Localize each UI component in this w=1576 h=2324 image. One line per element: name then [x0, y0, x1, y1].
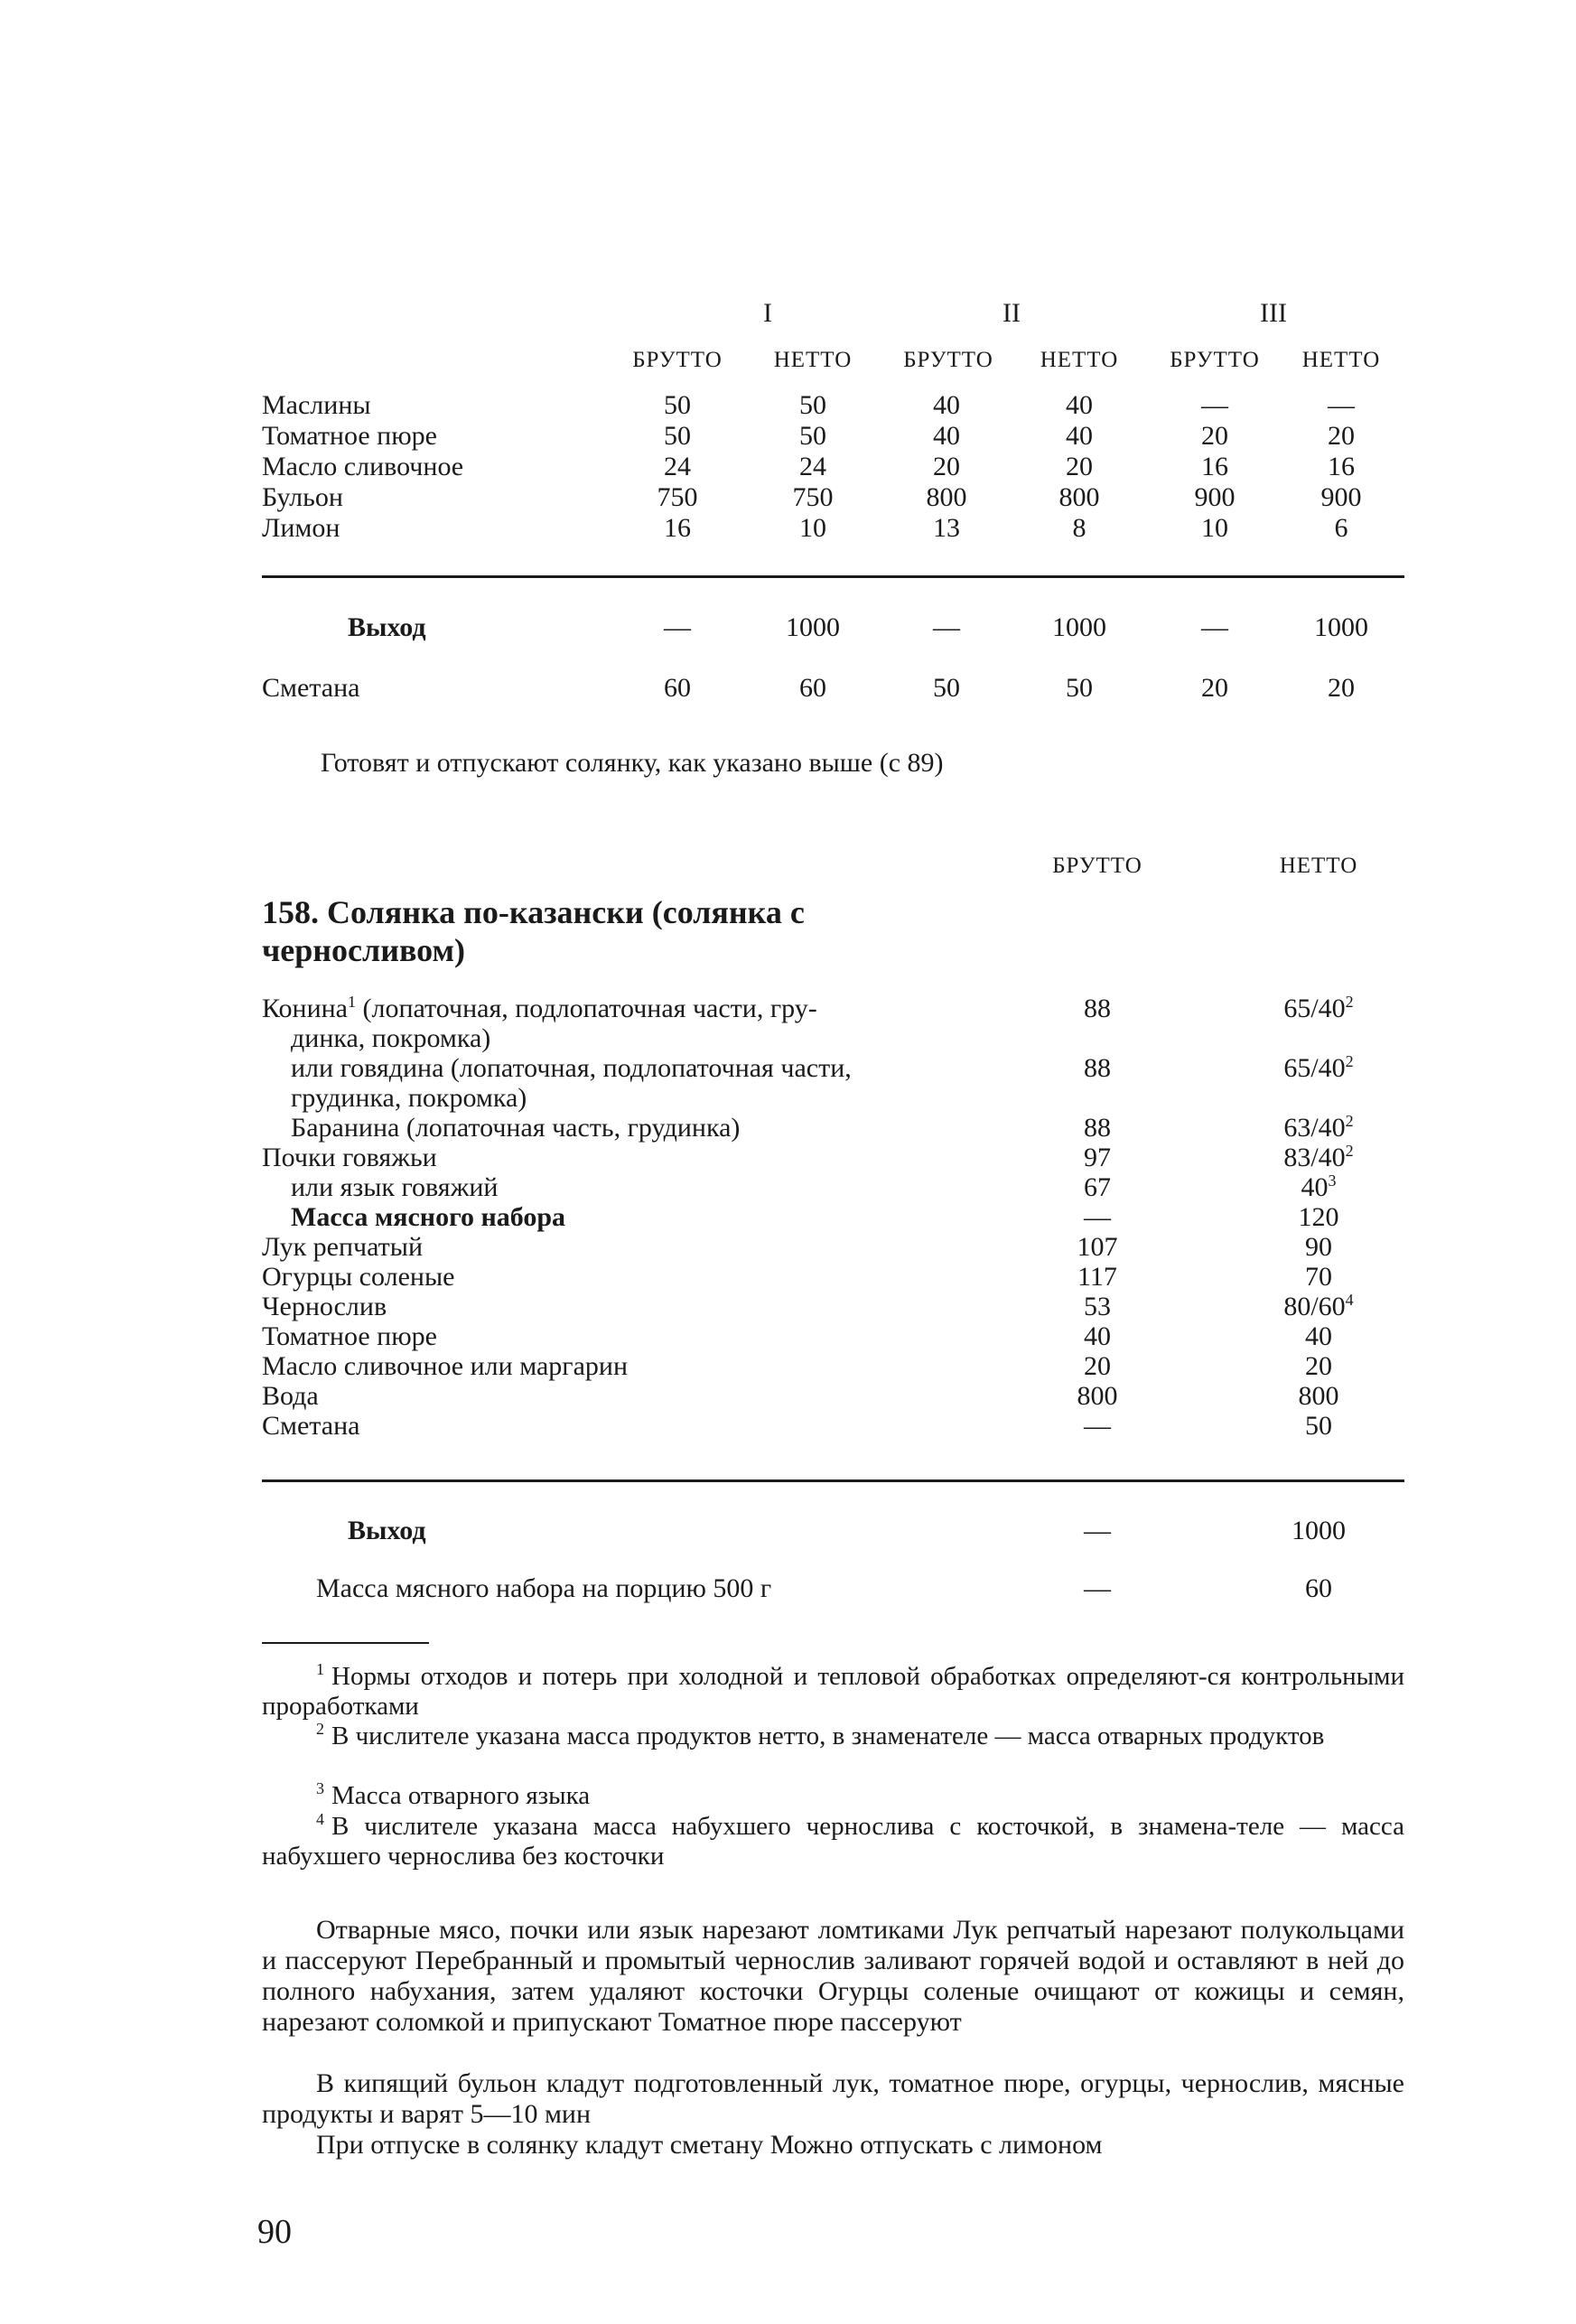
brutto-cell: 117: [1077, 1262, 1117, 1292]
output-cell: 1000: [1314, 612, 1368, 642]
output-cell: —: [1201, 612, 1228, 642]
ingredient-text-cont: грудинка, покромка): [291, 1083, 527, 1113]
col-header: НЕТТО: [773, 348, 853, 372]
brutto-cell: 88: [1084, 1113, 1111, 1143]
footnote-mark: 1: [348, 993, 356, 1011]
recipe-output-netto: 1000: [1292, 1516, 1346, 1545]
ingredient-text: (лопаточная, подлопаточная части, гру-: [356, 994, 817, 1023]
ingredient-name: [262, 1232, 423, 1263]
sour-cream-label: Сметана: [262, 673, 360, 703]
netto-cell: [1255, 1172, 1382, 1203]
output-cell: —: [933, 612, 960, 642]
netto-cell: [1255, 1321, 1382, 1352]
table-cell: 20: [1328, 421, 1355, 451]
netto-value: 50: [1305, 1411, 1332, 1441]
footnote-separator: [262, 1642, 429, 1644]
table-cell: 750: [657, 482, 698, 512]
footnote-mark: 2: [1345, 1112, 1354, 1130]
table-cell: 20: [1201, 421, 1228, 451]
netto-value: 83/40: [1283, 1143, 1346, 1172]
table-rule: [262, 575, 1404, 578]
netto-cell: [1255, 994, 1382, 1024]
meat-portion-netto: 60: [1305, 1573, 1332, 1603]
group-header-1: I: [763, 298, 772, 328]
footnote-text: В числителе указана масса набухшего чернослива с косточкой, в знамена-теле — масса набухшего чернослива без косточки: [262, 1812, 1404, 1871]
meat-portion-brutto: —: [1084, 1573, 1111, 1603]
netto-cell: [1255, 1113, 1382, 1143]
ingredient-text: Конина: [262, 994, 348, 1023]
netto-value: 63/40: [1283, 1113, 1346, 1143]
ingredient-name: [262, 1143, 437, 1173]
col-header: НЕТТО: [1301, 348, 1381, 372]
ingredient-text: Огурцы соленые: [262, 1262, 455, 1292]
brutto-cell: 88: [1084, 1053, 1111, 1083]
netto-cell: [1255, 1351, 1382, 1382]
brutto-cell: 67: [1084, 1172, 1111, 1202]
ingredient-name: [262, 1381, 319, 1412]
sour-cream-cell: 60: [664, 673, 691, 703]
ingredient-text: Почки говяжьи: [262, 1143, 437, 1172]
table-cell: 8: [1072, 513, 1086, 543]
netto-value: 40: [1301, 1172, 1329, 1202]
recipe-output-label: Выход: [348, 1516, 426, 1545]
footnote: [262, 1781, 1404, 1811]
brutto-cell: —: [1084, 1202, 1111, 1232]
page-number: 90: [257, 2213, 292, 2251]
paragraph: При отпуске в солянку кладут сметану Можно отпускать с лимоном: [316, 2130, 1103, 2160]
sour-cream-cell: 60: [799, 673, 826, 703]
col-header: БРУТТО: [1170, 348, 1260, 372]
table-cell: 50: [664, 421, 691, 451]
netto-cell: [1255, 1053, 1382, 1084]
ingredient-text: Сметана: [262, 1411, 360, 1441]
table-cell: 16: [1201, 452, 1228, 481]
ingredient-name: [262, 1411, 359, 1442]
table-cell: 10: [1201, 513, 1228, 543]
sour-cream-cell: 20: [1201, 673, 1228, 703]
table-cell: 13: [933, 513, 960, 543]
brutto-cell: 107: [1077, 1232, 1118, 1262]
paragraph: Отварные мясо, почки или язык нарезают ломтиками Лук репчатый нарезают полукольцами и пассеруют Перебранный и промытый чернослив заливают горячей водой и оставляют в ней до полного набухания, затем удаляют косточки Огурцы соленые очищают от кожицы и семян, нарезают соломкой и припускают Томатное пюре пассеруют: [262, 1915, 1404, 2037]
ingredient-text: Лук репчатый: [262, 1232, 423, 1262]
paragraph: В кипящий бульон кладут подготовленный лук, томатное пюре, огурцы, чернослив, мясные продукты и варят 5—10 мин: [262, 2068, 1404, 2129]
ingredient-text: или язык говяжий: [291, 1172, 499, 1202]
table-cell: 6: [1334, 513, 1348, 543]
recipe-title-line2: черносливом): [262, 932, 465, 968]
table-rule: [262, 1479, 1404, 1482]
ingredient-name: [262, 1351, 628, 1382]
table-cell: 50: [799, 390, 826, 420]
table-row-label: Лимон: [262, 513, 340, 543]
brutto-cell: 97: [1084, 1143, 1111, 1172]
netto-cell: [1255, 1411, 1382, 1442]
brutto-cell: 20: [1084, 1351, 1111, 1381]
ingredient-name: [291, 1202, 565, 1233]
footnote: [262, 1662, 1404, 1722]
netto-value: 80/60: [1283, 1292, 1346, 1321]
col-header: БРУТТО: [632, 348, 723, 372]
table-cell: 900: [1320, 482, 1362, 512]
footnote-mark: 2: [316, 1720, 324, 1739]
table-cell: 20: [1066, 452, 1093, 481]
netto-value: 800: [1298, 1381, 1339, 1411]
col-header-brutto: БРУТТО: [1052, 854, 1142, 878]
table-cell: 10: [799, 513, 826, 543]
table-cell: —: [1328, 390, 1355, 420]
netto-cell: [1255, 1143, 1382, 1173]
footnote-mark: 4: [1345, 1291, 1354, 1309]
footnote-mark: 2: [1345, 1142, 1354, 1160]
ingredient-name: [262, 1292, 387, 1322]
ingredient-name: [262, 994, 817, 1024]
netto-value: 70: [1305, 1262, 1332, 1292]
footnote-text: Масса отварного языка: [331, 1781, 591, 1810]
col-header: НЕТТО: [1040, 348, 1119, 372]
netto-cell: [1255, 1381, 1382, 1412]
ingredient-text: или говядина (лопаточная, подлопаточная части,: [291, 1053, 852, 1083]
table-cell: 40: [933, 421, 960, 451]
meat-portion-label: Масса мясного набора на порцию 500 г: [316, 1573, 772, 1603]
footnote-mark: 3: [1328, 1171, 1337, 1190]
table-cell: 24: [799, 452, 826, 481]
table-cell: 750: [792, 482, 834, 512]
footnote-mark: 2: [1345, 993, 1354, 1011]
table-cell: 40: [1066, 421, 1093, 451]
footnote-mark: 3: [316, 1779, 324, 1798]
netto-value: 120: [1298, 1202, 1339, 1232]
netto-cell: [1255, 1292, 1382, 1322]
ingredient-text-cont: динка, покромка): [291, 1023, 491, 1053]
prepare-note: Готовят и отпускают солянку, как указано выше (с 89): [321, 748, 944, 778]
output-cell: 1000: [786, 612, 840, 642]
table-cell: 40: [1066, 390, 1093, 420]
brutto-cell: 53: [1084, 1292, 1111, 1321]
netto-value: 65/40: [1283, 994, 1346, 1023]
footnote-mark: 4: [316, 1810, 324, 1829]
recipe-output-brutto: —: [1084, 1516, 1111, 1545]
ingredient-text: Баранина (лопаточная часть, грудинка): [291, 1113, 741, 1143]
ingredient-text: Томатное пюре: [262, 1321, 437, 1351]
netto-cell: [1255, 1232, 1382, 1263]
ingredient-name: [291, 1113, 740, 1143]
ingredient-text: Вода: [262, 1381, 319, 1411]
table-cell: 40: [933, 390, 960, 420]
netto-value: 90: [1305, 1232, 1332, 1262]
ingredient-name: [262, 1262, 454, 1293]
table-cell: —: [1201, 390, 1228, 420]
netto-cell: [1255, 1202, 1382, 1233]
sour-cream-cell: 20: [1328, 673, 1355, 703]
table-row-label: Масло сливочное: [262, 452, 464, 481]
ingredient-name: [262, 1321, 437, 1352]
netto-value: 40: [1305, 1321, 1332, 1351]
ingredient-name: [291, 1172, 498, 1203]
ingredient-text: Чернослив: [262, 1292, 387, 1321]
footnote-mark: 1: [316, 1660, 324, 1679]
table-cell: 800: [1058, 482, 1100, 512]
table-cell: 20: [933, 452, 960, 481]
ingredient-text: Масса мясного набора: [291, 1202, 566, 1232]
table-cell: 800: [926, 482, 967, 512]
netto-cell: [1255, 1262, 1382, 1293]
brutto-cell: 88: [1084, 994, 1111, 1023]
ingredient-text: Масло сливочное или маргарин: [262, 1351, 629, 1381]
footnote: [262, 1812, 1404, 1871]
netto-value: 65/40: [1283, 1053, 1346, 1083]
group-header-2: II: [1002, 298, 1021, 328]
brutto-cell: —: [1084, 1411, 1111, 1441]
table-cell: 16: [1328, 452, 1355, 481]
footnote-text: В числителе указана масса продуктов нетто, в знаменателе — масса отварных продуктов: [331, 1722, 1325, 1750]
col-header-netto: НЕТТО: [1279, 854, 1358, 878]
table-cell: 24: [664, 452, 691, 481]
col-header: БРУТТО: [903, 348, 993, 372]
netto-value: 20: [1305, 1351, 1332, 1381]
table-cell: 50: [664, 390, 691, 420]
brutto-cell: 40: [1084, 1321, 1111, 1351]
table-row-label: Томатное пюре: [262, 421, 437, 451]
table-row-label: Маслины: [262, 390, 371, 420]
sour-cream-cell: 50: [1066, 673, 1093, 703]
table-row-label: Бульон: [262, 482, 343, 512]
output-cell: 1000: [1052, 612, 1106, 642]
table-cell: 900: [1194, 482, 1236, 512]
ingredient-name: [291, 1053, 852, 1084]
brutto-cell: 800: [1077, 1381, 1118, 1411]
footnote: [262, 1722, 1404, 1751]
recipe-title-line1: 158. Солянка по-казански (солянка с: [262, 894, 805, 930]
table-cell: 16: [664, 513, 691, 543]
footnote-mark: 2: [1345, 1052, 1354, 1070]
footnote-text: Нормы отходов и потерь при холодной и тепловой обработках определяют-ся контрольными проработками: [262, 1662, 1404, 1721]
output-label: Выход: [348, 612, 426, 642]
group-header-3: III: [1260, 298, 1287, 328]
table-cell: 50: [799, 421, 826, 451]
sour-cream-cell: 50: [933, 673, 960, 703]
output-cell: —: [664, 612, 691, 642]
